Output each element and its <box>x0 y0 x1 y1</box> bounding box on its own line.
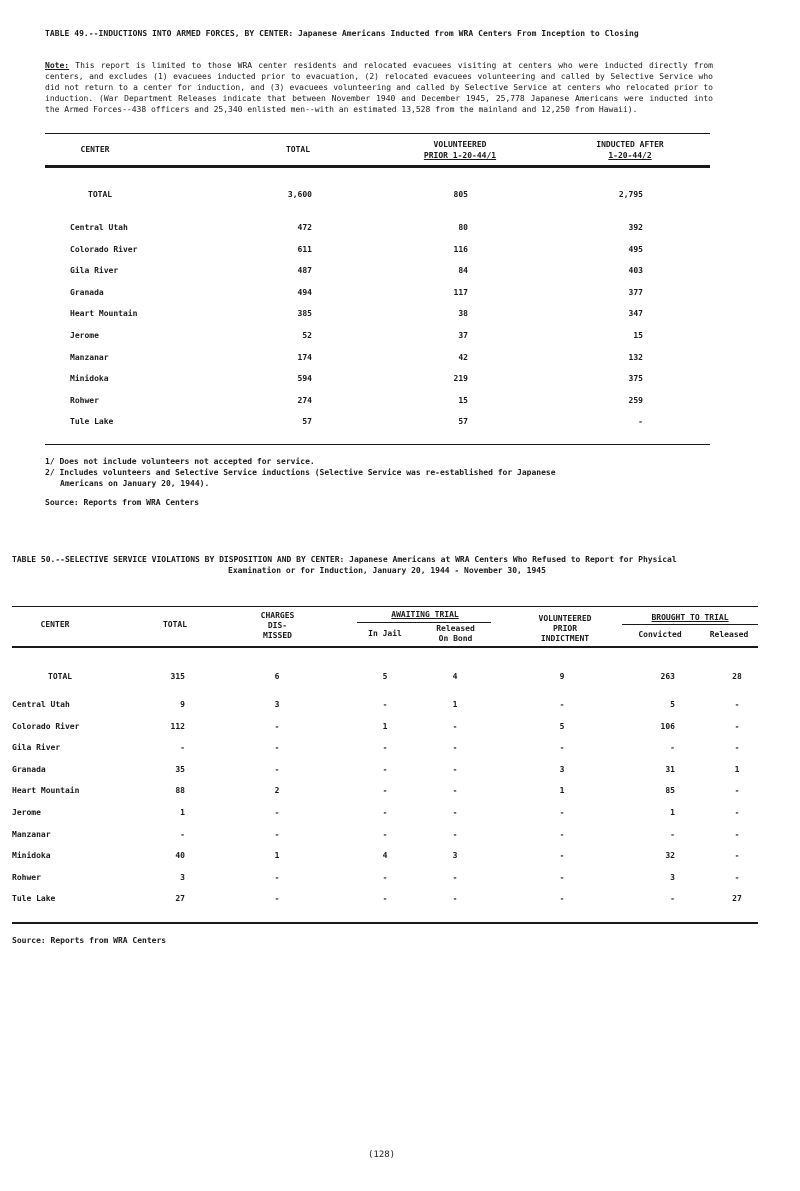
table49-row-center: Gila River <box>70 266 119 276</box>
table50-row-jail: 4 <box>382 851 388 861</box>
table50-row-dismissed: - <box>274 743 280 753</box>
table50-header-charges-3: MISSED <box>263 631 292 640</box>
table50-row-center: Colorado River <box>12 721 80 731</box>
table50-header-volunteered-3: INDICTMENT <box>540 634 590 643</box>
table49-header-volunteered: VOLUNTEERED <box>433 140 487 149</box>
table50-row-bond: - <box>452 743 458 753</box>
table50-title-line2: Examination or for Induction, January 20, 1944 - November 30, 1945 <box>228 566 546 575</box>
table49-row-total: 487 <box>297 266 312 276</box>
table50-total-bond: 4 <box>452 672 458 681</box>
table50-row-dismissed: 1 <box>274 851 280 861</box>
table50-row-released: 27 <box>732 894 742 904</box>
table50-row-released: 1 <box>734 764 740 774</box>
table50-row-convicted: - <box>670 894 675 904</box>
table49-row-volunteered: 42 <box>458 352 468 362</box>
table50-row-total: - <box>180 829 185 839</box>
table50-row-dismissed: - <box>274 721 280 731</box>
table50-row-dismissed: - <box>274 764 280 774</box>
table49-row-inducted: 132 <box>628 352 643 362</box>
table50-header-in-jail: In Jail <box>368 629 402 638</box>
table50-row-bond: - <box>452 829 458 839</box>
table49-row-center: Manzanar <box>70 352 109 362</box>
table50-row-released: - <box>734 808 740 817</box>
table50-row-convicted: - <box>670 743 675 753</box>
table49-row-total: 174 <box>297 352 312 362</box>
table50-bottom-rule <box>12 922 758 924</box>
table50-row-released: - <box>734 851 740 861</box>
table49-row-volunteered: 15 <box>458 395 468 405</box>
table50-total-convicted: 263 <box>660 672 675 681</box>
table49-row-inducted: 259 <box>628 395 643 405</box>
table50-row-released: - <box>734 872 740 882</box>
table50-row-total: 3 <box>180 872 185 882</box>
table49-row-volunteered: 38 <box>458 309 468 319</box>
table50-row-dismissed: 3 <box>274 700 280 709</box>
table49-bottom-rule <box>45 444 710 445</box>
table50-row-center: Jerome <box>12 808 41 817</box>
table50-row-jail: - <box>382 786 388 796</box>
table50-row-total: 9 <box>180 700 185 709</box>
table50-row-convicted: 32 <box>665 851 675 861</box>
table50-row-convicted: 5 <box>670 700 675 709</box>
table50-row-convicted: 85 <box>665 786 675 796</box>
table50-row-volunteered: - <box>559 872 565 882</box>
table50-row-total: 27 <box>175 894 185 904</box>
table50-row-released: - <box>734 721 740 731</box>
table50-brought-rule <box>622 624 758 625</box>
table49-total-center: TOTAL <box>88 190 113 199</box>
table50-row-bond: - <box>452 894 458 904</box>
table49-row-center: Rohwer <box>70 395 99 405</box>
table49-row-center: Granada <box>70 287 104 297</box>
table49-row-total: 274 <box>297 395 312 405</box>
table50-row-volunteered: - <box>559 700 565 709</box>
table50-row-convicted: 31 <box>665 764 675 774</box>
table50-row-center: Minidoka <box>12 851 51 861</box>
table49-row-volunteered: 219 <box>453 374 468 384</box>
table49-footnote-2b: Americans on January 20, 1944). <box>60 479 210 488</box>
table50-row-center: Central Utah <box>12 700 70 709</box>
table49-row-inducted: 347 <box>628 309 643 319</box>
table49-row-center: Colorado River <box>70 244 138 254</box>
table50-row-jail: - <box>382 829 388 839</box>
table50-header-volunteered-2: PRIOR <box>552 624 578 633</box>
table50-row-dismissed: - <box>274 894 280 904</box>
table50-awaiting-rule <box>357 622 491 623</box>
table49-header-volunteered-sub: PRIOR 1-20-44/1 <box>423 151 497 160</box>
table50-row-volunteered: - <box>559 851 565 861</box>
table49-row-inducted: - <box>638 417 643 427</box>
table50-row-total: 40 <box>175 851 185 861</box>
table50-total-volunteered: 9 <box>559 672 565 681</box>
table50-row-jail: - <box>382 764 388 774</box>
table50-row-released: - <box>734 700 740 709</box>
table50-header-brought-to-trial: BROUGHT TO TRIAL <box>651 613 729 622</box>
table49-title: TABLE 49.--INDUCTIONS INTO ARMED FORCES, BY CENTER: Japanese Americans Inducted from WRA Centers From Inception to Closing <box>45 29 639 38</box>
table49-top-rule <box>45 133 710 134</box>
table50-row-released: - <box>734 829 740 839</box>
table50-header-center: CENTER <box>40 620 70 629</box>
table49-header-inducted: INDUCTED AFTER <box>596 140 664 149</box>
table50-row-volunteered: - <box>559 829 565 839</box>
table50-row-convicted: 3 <box>670 872 675 882</box>
table50-row-total: 88 <box>175 786 185 796</box>
table50-title-line1: TABLE 50.--SELECTIVE SERVICE VIOLATIONS BY DISPOSITION AND BY CENTER: Japanese Americans at WRA Centers Who Refused to Report for Physical <box>12 555 677 564</box>
table49-header-total: TOTAL <box>285 145 311 154</box>
table49-note-text: This report is limited to those WRA center residents and relocated evacuees visiting at centers who were inducted directly from centers, and excludes (1) evacuees inducted prior to evacuation, (2) relocated evacuees volunteering and called by Selective Service who did not return to a center for induction, and (3) evacuees volunteering and called by Selective Service at centers who relocated prior to induction. (War Department Releases indicate that between November 1940 and December 1945, 25,778 Japanese Americans were inducted into the Armed Forces--438 officers and 25,340 enlisted men--with an estimated 13,528 from the mainland and 12,250 from Hawaii). <box>45 61 713 114</box>
table50-row-jail: - <box>382 808 388 817</box>
table50-row-dismissed: - <box>274 872 280 882</box>
table49-row-volunteered: 80 <box>458 223 468 232</box>
table49-row-volunteered: 84 <box>458 266 468 276</box>
table49-row-center: Central Utah <box>70 223 128 232</box>
table49-row-total: 385 <box>297 309 312 319</box>
table50-row-bond: - <box>452 764 458 774</box>
table50-total-released: 28 <box>732 672 742 681</box>
table50-row-center: Tule Lake <box>12 894 56 904</box>
table49-header-inducted-sub: 1-20-44/2 <box>608 151 652 160</box>
table50-row-total: 1 <box>180 808 185 817</box>
table49-row-center: Jerome <box>70 331 99 340</box>
table50-row-bond: - <box>452 721 458 731</box>
table49-row-volunteered: 116 <box>453 244 468 254</box>
table49-row-volunteered: 57 <box>458 417 468 427</box>
table49-header-rule <box>45 165 710 168</box>
table49-note-label: Note: <box>45 61 70 70</box>
table49-row-inducted: 377 <box>628 287 643 297</box>
table50-total-jail: 5 <box>382 672 388 681</box>
table50-row-bond: - <box>452 786 458 796</box>
table50-row-bond: - <box>452 872 458 882</box>
table50-row-center: Gila River <box>12 743 61 753</box>
table50-row-bond: 1 <box>452 700 458 709</box>
table49-row-total: 611 <box>297 244 312 254</box>
table50-row-convicted: - <box>670 829 675 839</box>
table50-header-released-on-bond-1: Released <box>436 624 475 633</box>
table50-row-total: - <box>180 743 185 753</box>
table50-row-volunteered: 3 <box>559 764 565 774</box>
table50-row-jail: 1 <box>382 721 388 731</box>
table50-row-total: 112 <box>170 721 185 731</box>
table49-row-volunteered: 37 <box>458 331 468 340</box>
table50-row-bond: - <box>452 808 458 817</box>
table49-source: Source: Reports from WRA Centers <box>45 498 200 507</box>
table50-total-total: 315 <box>170 672 185 681</box>
table50-header-rule <box>12 646 758 648</box>
table49-row-center: Tule Lake <box>70 417 114 427</box>
table49-footnote-2a: 2/ Includes volunteers and Selective Service inductions (Selective Service was re-established for Japanese <box>45 468 556 477</box>
table50-total-center: TOTAL <box>48 672 73 681</box>
table49-row-inducted: 403 <box>628 266 643 276</box>
table49-row-total: 472 <box>297 223 312 232</box>
table49-footnote-1: 1/ Does not include volunteers not accepted for service. <box>45 457 315 466</box>
table50-row-center: Rohwer <box>12 872 41 882</box>
table50-row-center: Manzanar <box>12 829 51 839</box>
table50-header-volunteered-1: VOLUNTEERED <box>538 614 592 623</box>
table50-header-charges-1: CHARGES <box>260 611 295 620</box>
table50-row-volunteered: 1 <box>559 786 565 796</box>
table50-row-volunteered: - <box>559 808 565 817</box>
table50-row-released: - <box>734 786 740 796</box>
table49-row-center: Heart Mountain <box>70 309 138 319</box>
table50-row-center: Heart Mountain <box>12 786 80 796</box>
table50-header-total: TOTAL <box>162 620 188 629</box>
table50-row-total: 35 <box>175 764 185 774</box>
table49-row-inducted: 15 <box>633 331 643 340</box>
page-number: (128) <box>368 1150 396 1160</box>
table50-row-volunteered: - <box>559 894 565 904</box>
table50-row-jail: - <box>382 894 388 904</box>
table50-row-bond: 3 <box>452 851 458 861</box>
table50-total-dismissed: 6 <box>274 672 280 681</box>
table50-title <box>12 554 762 576</box>
table50-header-charges-2: DIS- <box>267 621 288 630</box>
table50-row-volunteered: - <box>559 743 565 753</box>
table50-row-volunteered: 5 <box>559 721 565 731</box>
table50-header-awaiting: AWAITING TRIAL <box>391 610 459 619</box>
table49-row-inducted: 392 <box>628 223 643 232</box>
table50-row-jail: - <box>382 700 388 709</box>
table50-header-released: Released <box>709 630 749 639</box>
table50-row-jail: - <box>382 743 388 753</box>
table50-row-dismissed: - <box>274 829 280 839</box>
table50-row-convicted: 1 <box>670 808 675 817</box>
table49-total-total: 3,600 <box>287 190 312 199</box>
table49-row-total: 494 <box>297 287 312 297</box>
table50-row-convicted: 106 <box>660 721 675 731</box>
table50-header-convicted: Convicted <box>638 630 682 639</box>
table49-row-center: Minidoka <box>70 374 109 384</box>
table49-row-total: 594 <box>297 374 312 384</box>
table49-total-inducted: 2,795 <box>618 190 643 199</box>
table50-row-center: Granada <box>12 764 46 774</box>
table49-header-center: CENTER <box>80 145 110 154</box>
table50-row-dismissed: - <box>274 808 280 817</box>
table50-row-jail: - <box>382 872 388 882</box>
table50-top-rule <box>12 606 758 607</box>
table50-row-dismissed: 2 <box>274 786 280 796</box>
table49-note <box>45 60 713 115</box>
table49-row-inducted: 375 <box>628 374 643 384</box>
table49-row-total: 52 <box>302 331 312 340</box>
table49-row-inducted: 495 <box>628 244 643 254</box>
table50-header-released-on-bond-2: On Bond <box>438 634 473 643</box>
table49-row-volunteered: 117 <box>453 287 468 297</box>
table50-source: Source: Reports from WRA Centers <box>12 936 167 945</box>
table49-row-total: 57 <box>302 417 312 427</box>
table49-total-volunteered: 805 <box>453 190 468 199</box>
table50-row-released: - <box>734 743 740 753</box>
